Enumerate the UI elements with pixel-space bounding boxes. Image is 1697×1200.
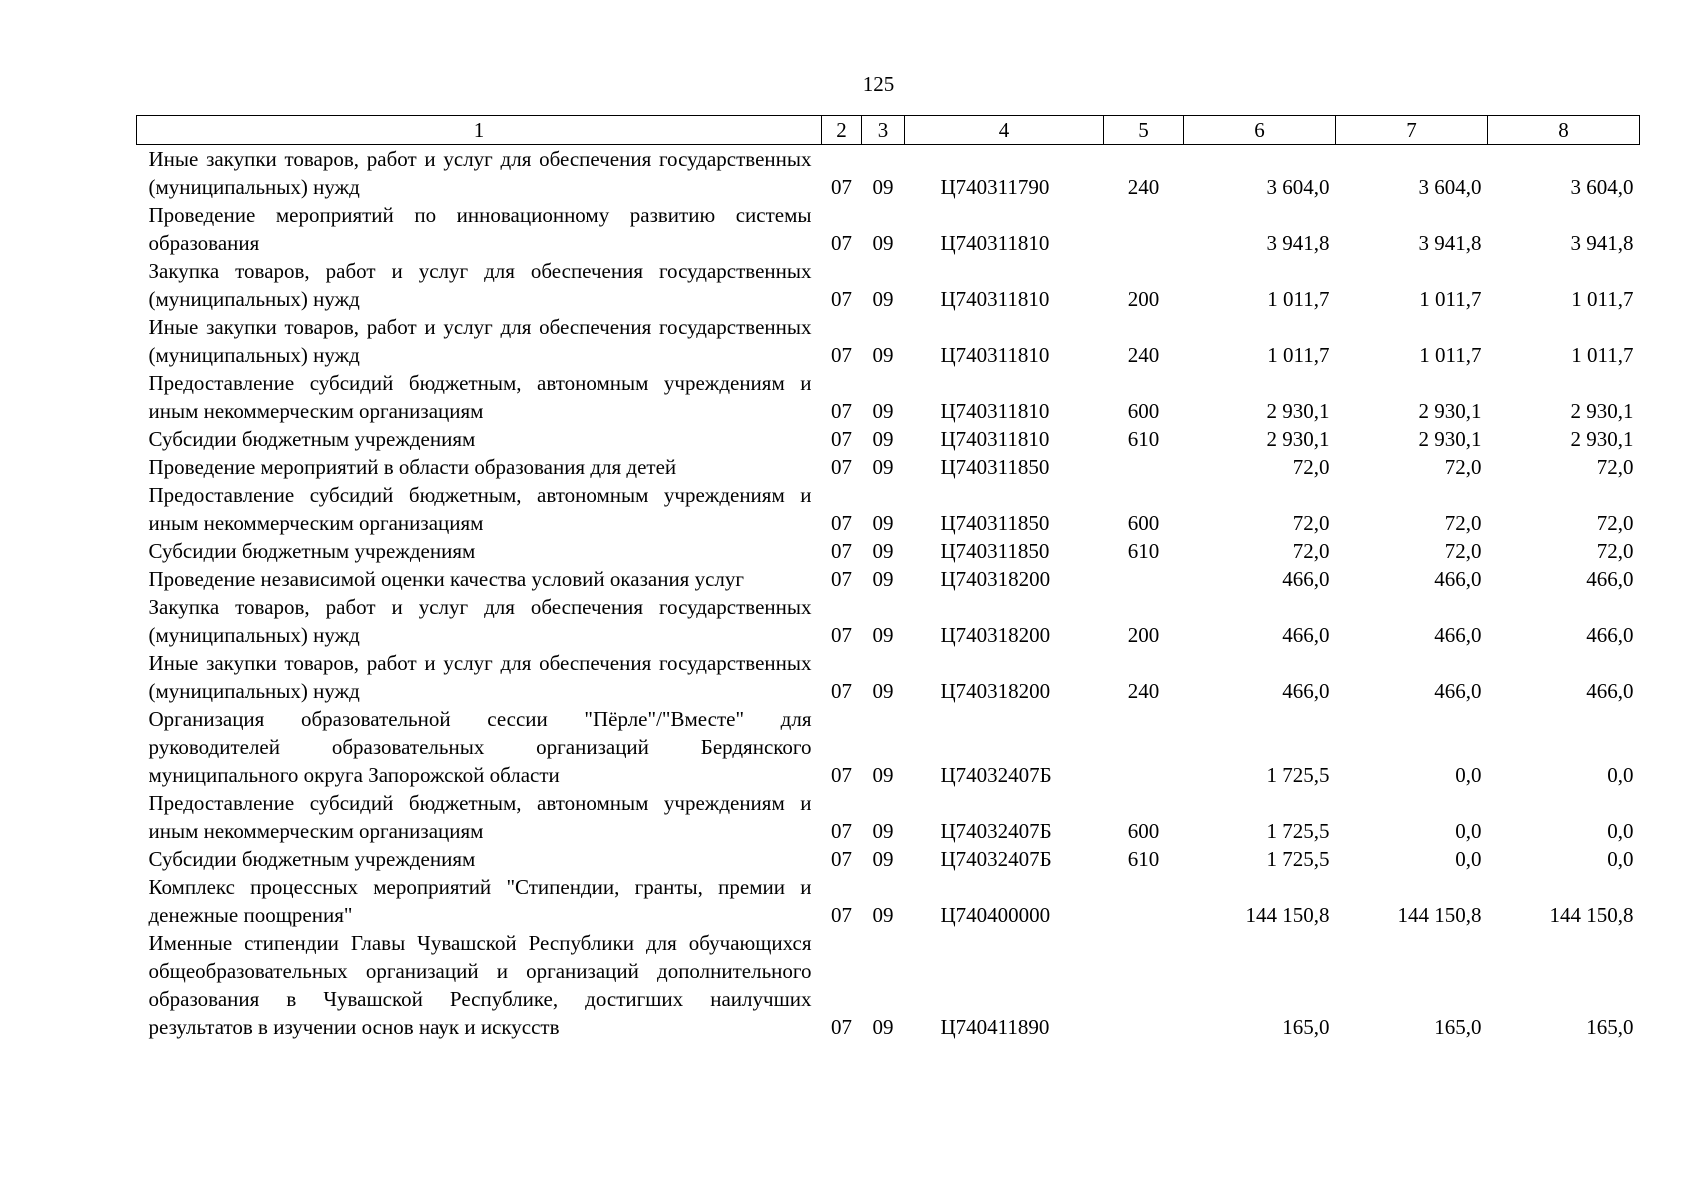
expense-type-code-cell: 600 (1127, 399, 1160, 423)
row-name-cell: Закупка товаров, работ и услуг для обеспечения государственных (муниципальных) нужд (148, 259, 812, 311)
expense-type-code-cell: 600 (1127, 511, 1160, 535)
target-article-code-cell: Ц740311810 (940, 427, 1050, 451)
row-name-cell: Субсидии бюджетным учреждениям (148, 427, 476, 451)
subsection-code-cell: 09 (872, 847, 894, 871)
section-code-cell: 07 (831, 539, 852, 563)
amount-year3-cell: 466,0 (1586, 567, 1634, 591)
amount-year3-cell: 3 604,0 (1570, 175, 1634, 199)
section-code-cell: 07 (831, 763, 852, 787)
table-row (137, 565, 1640, 593)
amount-year1-cell: 2 930,1 (1266, 399, 1330, 423)
target-article-code-cell: Ц740400000 (940, 903, 1051, 927)
amount-year1-cell: 1 725,5 (1266, 847, 1330, 871)
table-row (137, 481, 1640, 537)
amount-year2-cell: 466,0 (1434, 623, 1482, 647)
subsection-code-cell: 09 (872, 903, 894, 927)
budget-table (136, 115, 1640, 1041)
row-name-cell: Иные закупки товаров, работ и услуг для обеспечения государственных (муниципальных) нужд (148, 147, 812, 199)
amount-year2-cell: 1 011,7 (1419, 287, 1482, 311)
row-name-cell: Субсидии бюджетным учреждениям (148, 539, 476, 563)
table-row (137, 537, 1640, 565)
subsection-code-cell: 09 (872, 511, 894, 535)
row-name-cell: Проведение мероприятий по инновационному развитию системы образования (148, 203, 812, 255)
table-row (137, 313, 1640, 369)
amount-year1-cell: 165,0 (1282, 1015, 1330, 1039)
target-article-code-cell: Ц740318200 (940, 623, 1051, 647)
table-row (137, 425, 1640, 453)
amount-year2-cell: 3 604,0 (1418, 175, 1482, 199)
amount-year3-cell: 1 011,7 (1571, 343, 1634, 367)
expense-type-code-cell: 240 (1127, 343, 1160, 367)
amount-year3-cell: 165,0 (1586, 1015, 1634, 1039)
amount-year3-cell: 3 941,8 (1570, 231, 1634, 255)
amount-year1-cell: 3 604,0 (1266, 175, 1330, 199)
amount-year2-cell: 0,0 (1455, 847, 1482, 871)
row-name-cell: Предоставление субсидий бюджетным, автономным учреждениям и иным некоммерческим организациям (148, 371, 812, 423)
expense-type-code-cell (1104, 873, 1184, 929)
target-article-code-cell: Ц74032407Б (940, 847, 1052, 871)
subsection-code-cell: 09 (872, 231, 894, 255)
amount-year2-cell: 2 930,1 (1418, 427, 1482, 451)
section-code-cell: 07 (831, 175, 852, 199)
amount-year2-cell: 3 941,8 (1418, 231, 1482, 255)
amount-year2-cell: 144 150,8 (1397, 903, 1482, 927)
section-code-cell: 07 (831, 427, 852, 451)
column-header: 6 (1184, 116, 1336, 145)
amount-year2-cell: 72,0 (1444, 455, 1482, 479)
section-code-cell: 07 (831, 903, 852, 927)
column-header: 4 (905, 116, 1104, 145)
section-code-cell: 07 (831, 455, 852, 479)
amount-year2-cell: 0,0 (1455, 763, 1482, 787)
target-article-code-cell: Ц740311810 (940, 231, 1050, 255)
target-article-code-cell: Ц740311790 (940, 175, 1050, 199)
column-header: 2 (822, 116, 862, 145)
amount-year1-cell: 1 011,7 (1267, 287, 1330, 311)
target-article-code-cell: Ц740311850 (940, 455, 1050, 479)
amount-year3-cell: 144 150,8 (1549, 903, 1634, 927)
section-code-cell: 07 (831, 679, 852, 703)
amount-year3-cell: 72,0 (1596, 455, 1634, 479)
target-article-code-cell: Ц74032407Б (940, 819, 1052, 843)
target-article-code-cell: Ц740311850 (940, 511, 1050, 535)
expense-type-code-cell (1104, 453, 1184, 481)
amount-year2-cell: 2 930,1 (1418, 399, 1482, 423)
row-name-cell: Именные стипендии Главы Чувашской Республики для обучающихся общеобразовательных организаций и организаций дополнительного образования в Чувашской Республике, достигших наилучших результатов в изучении основ наук и искусств (148, 931, 812, 1039)
amount-year2-cell: 72,0 (1444, 539, 1482, 563)
subsection-code-cell: 09 (872, 343, 894, 367)
amount-year2-cell: 466,0 (1434, 679, 1482, 703)
amount-year1-cell: 72,0 (1292, 455, 1330, 479)
subsection-code-cell: 09 (872, 427, 894, 451)
row-name-cell: Проведение независимой оценки качества условий оказания услуг (148, 567, 745, 591)
subsection-code-cell: 09 (872, 175, 894, 199)
target-article-code-cell: Ц740311850 (940, 539, 1050, 563)
subsection-code-cell: 09 (872, 679, 894, 703)
amount-year1-cell: 2 930,1 (1266, 427, 1330, 451)
subsection-code-cell: 09 (872, 1015, 894, 1039)
amount-year3-cell: 0,0 (1607, 763, 1634, 787)
subsection-code-cell: 09 (872, 763, 894, 787)
amount-year1-cell: 3 941,8 (1266, 231, 1330, 255)
amount-year3-cell: 466,0 (1586, 679, 1634, 703)
table-row (137, 145, 1640, 202)
row-name-cell: Субсидии бюджетным учреждениям (148, 847, 476, 871)
amount-year1-cell: 72,0 (1292, 511, 1330, 535)
expense-type-code-cell: 240 (1127, 175, 1160, 199)
expense-type-code-cell: 610 (1127, 539, 1160, 563)
subsection-code-cell: 09 (872, 623, 894, 647)
amount-year2-cell: 466,0 (1434, 567, 1482, 591)
expense-type-code-cell: 600 (1127, 819, 1160, 843)
table-row (137, 593, 1640, 649)
section-code-cell: 07 (831, 231, 852, 255)
amount-year3-cell: 1 011,7 (1571, 287, 1634, 311)
expense-type-code-cell (1104, 201, 1184, 257)
column-header: 7 (1336, 116, 1488, 145)
row-name-cell: Комплекс процессных мероприятий "Стипендии, гранты, премии и денежные поощрения" (148, 875, 812, 927)
table-row (137, 873, 1640, 929)
section-code-cell: 07 (831, 623, 852, 647)
section-code-cell: 07 (831, 847, 852, 871)
amount-year1-cell: 466,0 (1282, 679, 1330, 703)
expense-type-code-cell (1104, 565, 1184, 593)
table-row (137, 929, 1640, 1041)
column-header: 3 (862, 116, 905, 145)
amount-year3-cell: 0,0 (1607, 819, 1634, 843)
target-article-code-cell: Ц740411890 (940, 1015, 1050, 1039)
page-number: 125 (862, 72, 895, 96)
section-code-cell: 07 (831, 343, 852, 367)
table-row (137, 789, 1640, 845)
row-name-cell: Иные закупки товаров, работ и услуг для обеспечения государственных (муниципальных) нужд (148, 651, 812, 703)
amount-year1-cell: 1 725,5 (1266, 819, 1330, 843)
amount-year2-cell: 72,0 (1444, 511, 1482, 535)
subsection-code-cell: 09 (872, 539, 894, 563)
table-row (137, 649, 1640, 705)
subsection-code-cell: 09 (872, 455, 894, 479)
table-row (137, 257, 1640, 313)
table-row (137, 845, 1640, 873)
row-name-cell: Проведение мероприятий в области образования для детей (148, 455, 677, 479)
expense-type-code-cell: 240 (1127, 679, 1160, 703)
amount-year3-cell: 2 930,1 (1570, 399, 1634, 423)
section-code-cell: 07 (831, 567, 852, 591)
amount-year1-cell: 466,0 (1282, 567, 1330, 591)
row-name-cell: Иные закупки товаров, работ и услуг для обеспечения государственных (муниципальных) нужд (148, 315, 812, 367)
target-article-code-cell: Ц740311810 (940, 287, 1050, 311)
row-name-cell: Предоставление субсидий бюджетным, автономным учреждениям и иным некоммерческим организациям (148, 483, 812, 535)
table-row (137, 705, 1640, 789)
target-article-code-cell: Ц740311810 (940, 399, 1050, 423)
section-code-cell: 07 (831, 511, 852, 535)
column-number-header-row (137, 116, 1640, 145)
amount-year3-cell: 0,0 (1607, 847, 1634, 871)
amount-year2-cell: 1 011,7 (1419, 343, 1482, 367)
row-name-cell: Закупка товаров, работ и услуг для обеспечения государственных (муниципальных) нужд (148, 595, 812, 647)
subsection-code-cell: 09 (872, 287, 894, 311)
amount-year2-cell: 165,0 (1434, 1015, 1482, 1039)
section-code-cell: 07 (831, 1015, 852, 1039)
expense-type-code-cell: 200 (1127, 287, 1160, 311)
table-row (137, 369, 1640, 425)
amount-year1-cell: 1 725,5 (1266, 763, 1330, 787)
amount-year1-cell: 72,0 (1292, 539, 1330, 563)
column-header: 5 (1104, 116, 1184, 145)
subsection-code-cell: 09 (872, 567, 894, 591)
target-article-code-cell: Ц740311810 (940, 343, 1050, 367)
amount-year3-cell: 72,0 (1596, 539, 1634, 563)
subsection-code-cell: 09 (872, 819, 894, 843)
expense-type-code-cell (1104, 705, 1184, 789)
target-article-code-cell: Ц740318200 (940, 567, 1051, 591)
target-article-code-cell: Ц74032407Б (940, 763, 1052, 787)
amount-year1-cell: 144 150,8 (1245, 903, 1330, 927)
section-code-cell: 07 (831, 287, 852, 311)
amount-year1-cell: 1 011,7 (1267, 343, 1330, 367)
amount-year2-cell: 0,0 (1455, 819, 1482, 843)
column-header: 8 (1488, 116, 1640, 145)
amount-year1-cell: 466,0 (1282, 623, 1330, 647)
budget-table-body (137, 145, 1640, 1042)
section-code-cell: 07 (831, 819, 852, 843)
row-name-cell: Организация образовательной сессии "Пёрле"/"Вместе" для руководителей образовательных организаций Бердянского муниципального округа Запорожской области (148, 707, 812, 787)
subsection-code-cell: 09 (872, 399, 894, 423)
expense-type-code-cell: 610 (1127, 427, 1160, 451)
row-name-cell: Предоставление субсидий бюджетным, автономным учреждениям и иным некоммерческим организациям (148, 791, 812, 843)
expense-type-code-cell: 610 (1127, 847, 1160, 871)
section-code-cell: 07 (831, 399, 852, 423)
target-article-code-cell: Ц740318200 (940, 679, 1051, 703)
amount-year3-cell: 466,0 (1586, 623, 1634, 647)
amount-year3-cell: 2 930,1 (1570, 427, 1634, 451)
table-row (137, 201, 1640, 257)
table-row (137, 453, 1640, 481)
column-header: 1 (137, 116, 822, 145)
expense-type-code-cell: 200 (1127, 623, 1160, 647)
expense-type-code-cell (1104, 929, 1184, 1041)
amount-year3-cell: 72,0 (1596, 511, 1634, 535)
